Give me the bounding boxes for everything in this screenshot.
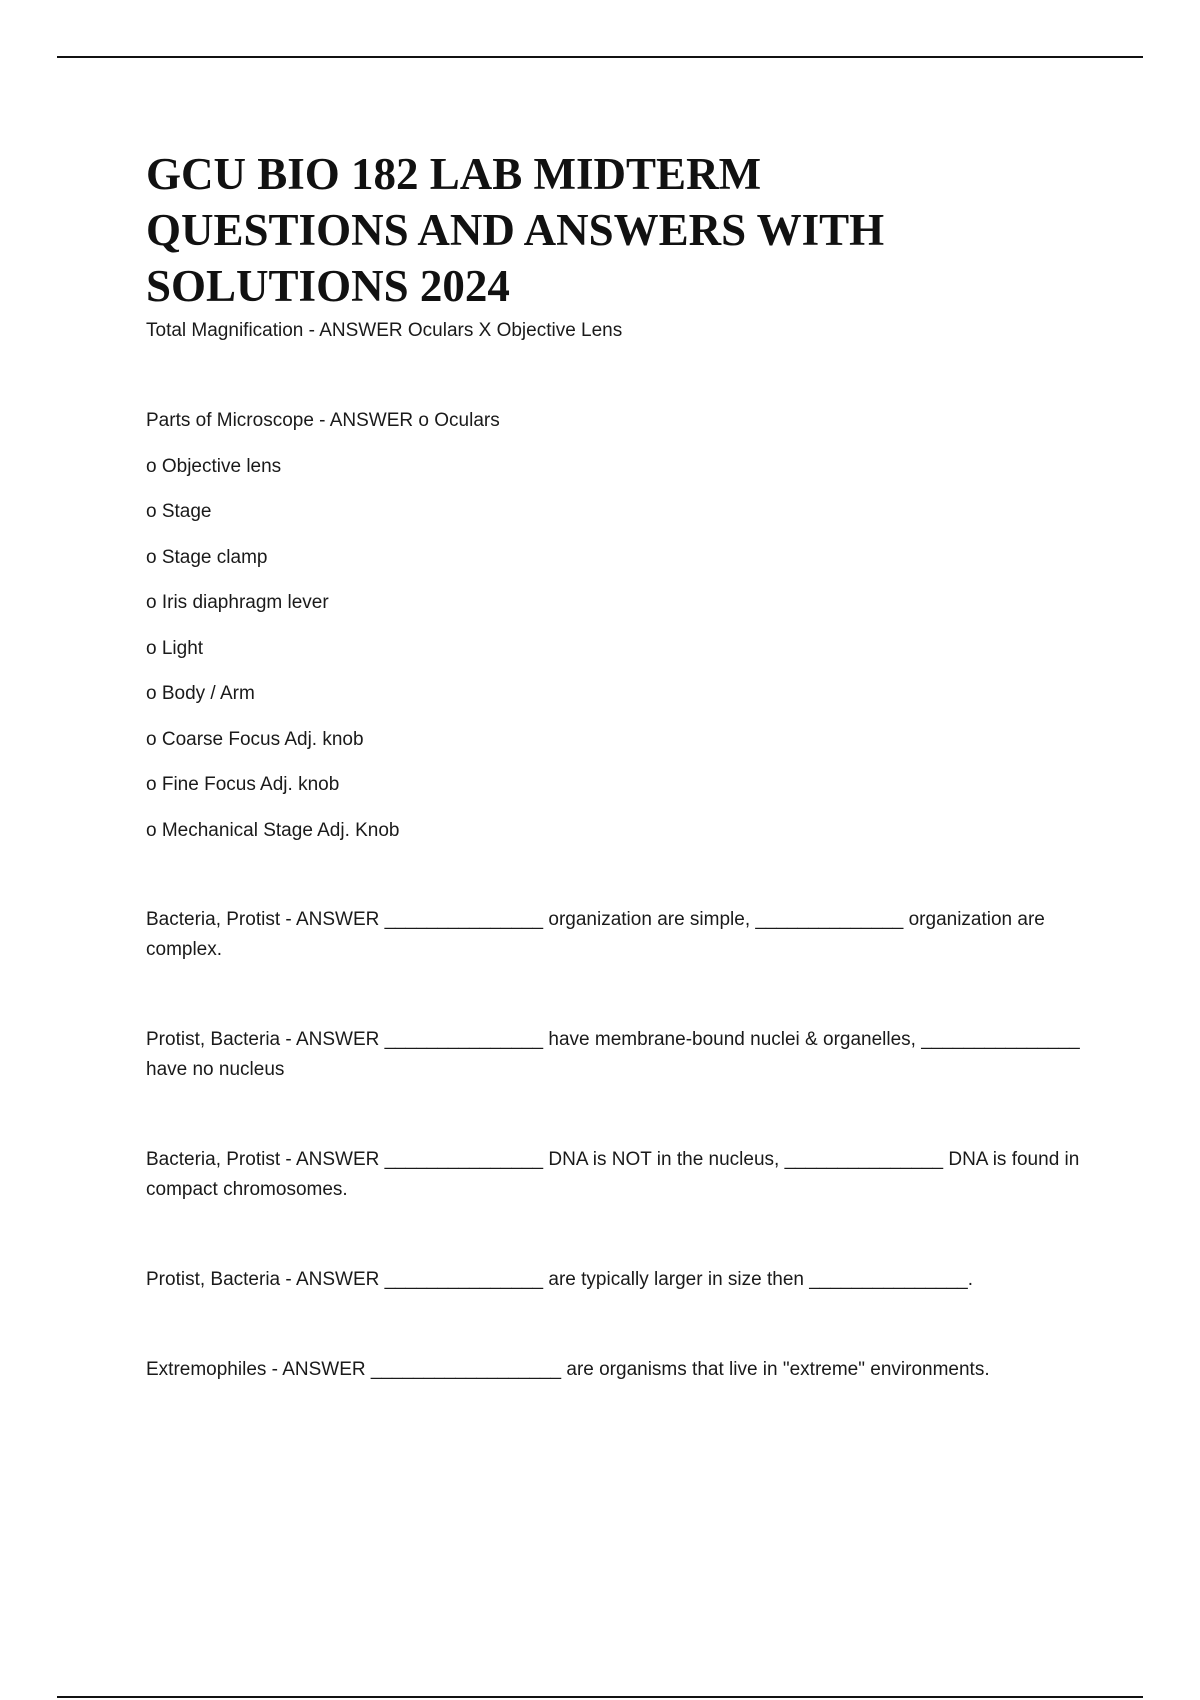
top-rule — [57, 56, 1143, 58]
qa-item — [146, 1145, 1096, 1205]
qa-total-magnification: Total Magnification - ANSWER Oculars X Objective Lens — [146, 320, 623, 341]
qa-text: Extremophiles - ANSWER __________________ are organisms that live in "extreme" environments. — [146, 1358, 990, 1380]
qa-item — [146, 1265, 1096, 1295]
list-item: o Objective lens — [146, 455, 282, 477]
list-item: o Light — [146, 637, 204, 659]
qa-item — [146, 1025, 1096, 1085]
title-line: QUESTIONS AND ANSWERS WITH — [146, 205, 885, 255]
list-item: o Stage — [146, 501, 212, 522]
qa-parts-of-microscope — [146, 406, 1096, 845]
title-line: GCU BIO 182 LAB MIDTERM — [146, 149, 762, 199]
list-item: o Coarse Focus Adj. knob — [146, 728, 364, 750]
list-item: o Iris diaphragm lever — [146, 592, 329, 613]
parts-list — [146, 452, 1096, 845]
document-body — [146, 146, 1096, 1385]
list-item: o Mechanical Stage Adj. Knob — [146, 819, 400, 841]
list-item: o Stage clamp — [146, 546, 268, 568]
list-item: o Body / Arm — [146, 683, 255, 704]
qa-text: Bacteria, Protist - ANSWER _______________ DNA is NOT in the nucleus, _______________ DNA is found in compact chromosomes. — [146, 1148, 1080, 1200]
bottom-rule — [57, 1696, 1143, 1698]
document-title — [146, 146, 1096, 314]
qa-item — [146, 905, 1096, 965]
qa-text: Bacteria, Protist - ANSWER _______________ organization are simple, ______________ organization are complex. — [146, 908, 1045, 960]
qa-item — [146, 1355, 1096, 1385]
qa-text: Protist, Bacteria - ANSWER _______________ are typically larger in size then _______________. — [146, 1268, 974, 1290]
list-item: o Fine Focus Adj. knob — [146, 774, 340, 795]
qa-text: Protist, Bacteria - ANSWER _______________ have membrane-bound nuclei & organelles, _______________ have no nucleus — [146, 1028, 1080, 1080]
title-line: SOLUTIONS 2024 — [146, 261, 510, 311]
qa-text: Parts of Microscope - ANSWER o Oculars — [146, 410, 500, 431]
